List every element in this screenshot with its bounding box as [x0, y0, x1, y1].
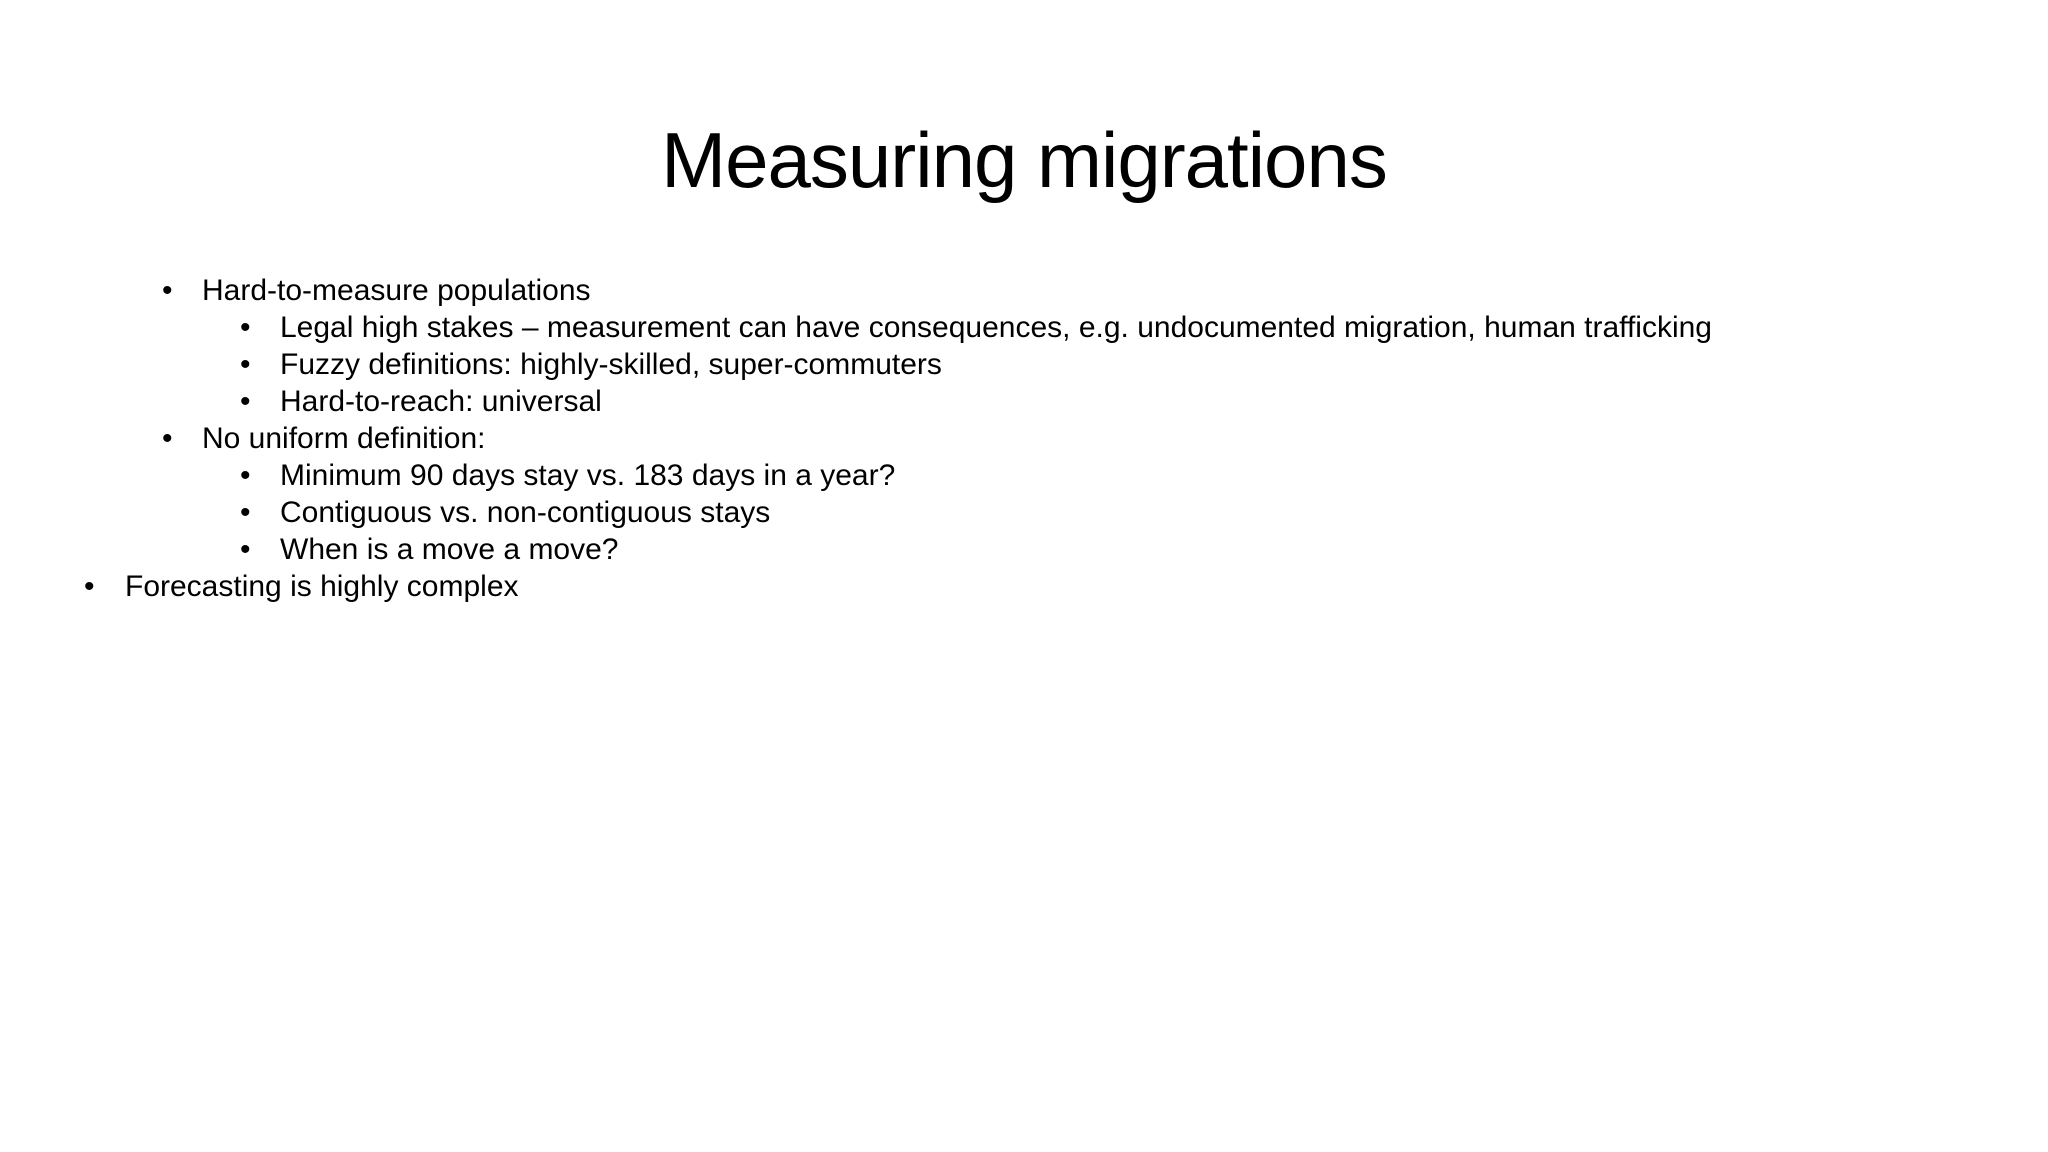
bullet-text: Forecasting is highly complex [125, 570, 519, 603]
bullet-text: Contiguous vs. non-contiguous stays [280, 496, 771, 529]
bullet-text: When is a move a move? [280, 533, 619, 566]
bullet-item [0, 272, 2000, 309]
bullet-icon: • [240, 533, 251, 566]
bullet-item [0, 383, 2000, 420]
bullet-icon: • [240, 311, 251, 344]
bullet-icon: • [240, 348, 251, 381]
bullet-text: Hard-to-measure populations [202, 274, 591, 307]
bullet-text: Legal high stakes – measurement can have consequences, e.g. undocumented migration, human trafficking [280, 311, 1712, 344]
bullet-list [0, 272, 2000, 605]
bullet-icon: • [162, 274, 173, 307]
bullet-item [0, 494, 2000, 531]
bullet-item [0, 457, 2000, 494]
bullet-item [0, 568, 2000, 605]
bullet-icon: • [84, 570, 95, 603]
bullet-icon: • [240, 459, 251, 492]
bullet-text: Fuzzy definitions: highly-skilled, super-commuters [280, 348, 942, 381]
bullet-text: Minimum 90 days stay vs. 183 days in a year? [280, 459, 896, 492]
bullet-icon: • [162, 422, 173, 455]
bullet-item [0, 309, 2000, 346]
bullet-text: No uniform definition: [202, 422, 486, 455]
bullet-icon: • [240, 385, 251, 418]
bullet-item [0, 420, 2000, 457]
bullet-text: Hard-to-reach: universal [280, 385, 602, 418]
slide-title: Measuring migrations [661, 116, 1387, 204]
bullet-item [0, 531, 2000, 568]
bullet-item [0, 346, 2000, 383]
bullet-icon: • [240, 496, 251, 529]
